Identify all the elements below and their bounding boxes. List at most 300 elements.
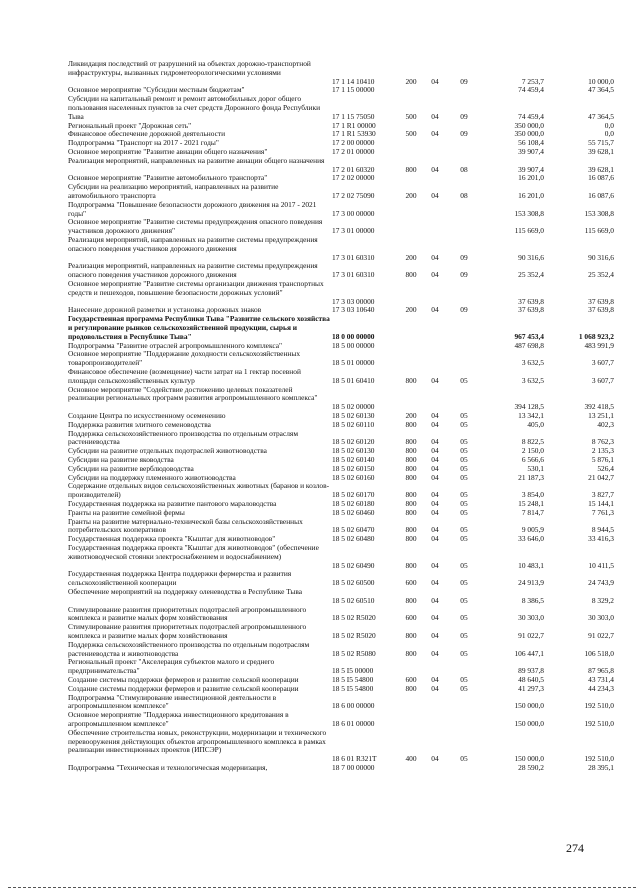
row-grbs: 800 [405,630,417,640]
row-sum-2023: 3 607,7 [591,358,614,368]
row-name: Региональный проект "Акселерация субъектов малого и среднего предпринимательства" [68,657,275,676]
row-name: Основное мероприятие "Поддержание доходности сельскохозяйственных товаропроизводителей" [68,349,301,368]
row-code: 17 3 03 00000 [332,296,375,306]
row-code: 18 5 I5 54800 [332,675,374,684]
row-subsection: 09 [460,252,468,262]
row-name: Реализация мероприятий, направленных на развитие авиации общего назначения [68,155,325,165]
table-row [0,430,640,448]
table-row [0,482,640,500]
row-sum-2022: 41 297,3 [518,683,544,693]
row-subsection: 09 [460,305,468,315]
row-section: 04 [431,490,439,500]
table-row [0,711,640,729]
row-grbs: 800 [405,595,417,605]
row-code: 18 5 02 60500 [332,578,375,588]
row-grbs: 400 [405,754,417,764]
row-sum-2023: 21 042,7 [588,472,614,482]
row-grbs: 500 [405,111,417,121]
row-name: Государственная программа Республики Тыва "Развитие сельского хозяйства и регулирование рынков сельскохозяйственной продукции, сырья и продовольствия в Республике Тыва" [68,314,330,341]
row-name: Ликвидация последствий от разрушений на объектах дорожно-транспортной инфраструктуры, вызванных гидрометеорологическими условиями [68,59,311,77]
row-subsection: 05 [460,525,468,535]
table-row [0,95,640,121]
row-sum-2022: 150 000,0 [514,754,544,764]
row-subsection: 05 [460,683,468,693]
row-name: Содержание отдельных видов сельскохозяйственных животных (баранов и козлов-производителей) [68,481,330,500]
row-sum-2022: 21 187,3 [518,472,544,482]
row-subsection: 05 [460,675,468,684]
row-code: 18 5 02 60480 [332,534,375,544]
row-code: 18 5 02 60470 [332,525,375,535]
row-section: 04 [431,683,439,693]
row-grbs: 800 [405,648,417,658]
row-name: Подпрограмма "Техническая и технологическая модернизация, [68,763,268,772]
row-name: Субсидии на поддержку племенного животноводства [68,472,236,482]
row-sum-2022: 39 907,4 [518,164,544,174]
row-sum-2023: 30 303,0 [588,613,614,623]
row-section: 04 [431,463,439,473]
row-sum-2022: 405,0 [527,419,544,429]
row-grbs: 500 [405,129,417,139]
row-section: 04 [431,613,439,623]
table-row [0,623,640,641]
row-code: 18 5 00 00000 [332,340,375,350]
table-row [0,641,640,659]
row-name: Гранты на развитие семейной фермы [68,507,185,517]
row-code: 17 1 15 75050 [332,111,375,121]
row-subsection: 05 [460,499,468,508]
row-code: 18 5 02 00000 [332,402,375,412]
table-row [0,729,640,764]
row-code: 18 5 02 60490 [332,560,375,570]
row-sum-2023: 91 022,7 [588,630,614,640]
row-name: Основное мероприятие "Развитие системы предупреждения опасного поведения участников дорожного движения" [68,217,323,236]
page-number: 274 [566,841,584,855]
row-subsection: 05 [460,437,468,447]
row-section: 04 [431,472,439,482]
row-section: 04 [431,305,439,315]
row-name: Субсидии на развитие верблюдоводства [68,463,194,473]
row-name: Государственная поддержка проекта "Кыштаг для животноводов" (обеспечение животноводческой стоянки электроснабжением и водоснабжением) [68,543,319,561]
row-name: Реализация мероприятий, направленных на развитие системы предупреждения опасного поведения участников дорожного движения [68,235,318,253]
row-grbs: 800 [405,164,417,174]
row-sum-2022: 48 640,5 [518,675,544,684]
row-name: Подпрограмма "Повышение безопасности дорожного движения на 2017 - 2021 годы" [68,199,317,218]
row-code: 18 5 I5 00000 [332,666,374,676]
row-grbs: 200 [405,411,417,420]
row-sum-2023: 44 234,3 [588,683,614,693]
row-sum-2023: 1 068 923,2 [578,331,614,341]
row-code: 18 5 02 60170 [332,490,375,500]
row-grbs: 800 [405,270,417,280]
row-sum-2022: 15 248,1 [518,499,544,508]
row-name: Основное мероприятие "Поддержка инвестиционного кредитования в агропромышленном комплексе" [68,710,289,728]
row-sum-2022: 33 646,0 [518,534,544,544]
row-sum-2022: 24 913,9 [518,578,544,588]
row-grbs: 800 [405,560,417,570]
row-grbs: 800 [405,534,417,544]
row-code: 18 5 02 60130 [332,411,375,420]
row-section: 04 [431,270,439,280]
row-name: Поддержка сельскохозяйственного производства по отдельным подотраслям растениеводства и животноводства [68,639,310,658]
row-section: 04 [431,499,439,508]
row-grbs: 200 [405,190,417,200]
row-sum-2022: 25 352,4 [518,270,544,280]
row-sum-2023: 8 762,3 [591,437,614,447]
row-subsection: 05 [460,411,468,420]
row-sum-2023: 90 316,6 [588,252,614,262]
row-section: 04 [431,411,439,420]
row-name: Создание системы поддержки фермеров и развитие сельской кооперации [68,683,299,693]
row-code: 17 1 R1 00000 [332,120,376,130]
row-subsection: 05 [460,472,468,482]
row-code: 18 5 02 60180 [332,499,375,508]
row-code: 18 7 00 00000 [332,763,375,772]
row-subsection: 05 [460,648,468,658]
row-sum-2023: 3 607,7 [591,375,614,385]
row-section: 04 [431,76,439,86]
row-name: Государственная поддержка проекта "Кыштаг для животноводов" [68,534,276,544]
row-grbs: 800 [405,446,417,456]
row-subsection: 05 [460,560,468,570]
row-sum-2023: 0,0 [604,120,614,130]
row-grbs: 800 [405,463,417,473]
row-name: Подпрограмма "Транспорт на 2017 - 2021 годы" [68,138,219,148]
row-code: 18 5 02 R5020 [332,630,376,640]
row-section: 04 [431,129,439,139]
row-sum-2022: 9 005,9 [521,525,544,535]
row-code: 17 3 01 60310 [332,252,375,262]
table-row [0,262,640,280]
row-name: Обеспечение строительства новых, реконструкции, модернизации и технического перевооружения действующих объектов агропромышленного комплекса в рамках реализации инвестиционных проектов (ИПСЭР) [68,727,327,755]
row-sum-2023: 47 364,5 [588,111,614,121]
row-name: Финансовое обеспечение (возмещение) части затрат на 1 гектар посевной площади сельскохозяйственных культур [68,367,301,385]
row-sum-2022: 56 108,4 [518,138,544,148]
table-row [0,60,640,86]
row-code: 17 2 01 00000 [332,147,375,156]
row-code: 18 5 02 60110 [332,419,375,429]
row-code: 17 1 14 10410 [332,76,375,86]
row-code: 18 5 01 00000 [332,358,375,368]
row-sum-2022: 90 316,6 [518,252,544,262]
row-grbs: 800 [405,507,417,517]
row-grbs: 800 [405,375,417,385]
row-sum-2023: 8 944,5 [591,525,614,535]
row-code: 18 5 02 60150 [332,463,375,473]
row-subsection: 05 [460,463,468,473]
row-name: Региональный проект "Дорожная сеть" [68,120,192,130]
row-subsection: 09 [460,111,468,121]
table-row [0,315,640,341]
table-row [0,386,640,412]
row-sum-2022: 13 342,1 [518,411,544,420]
row-sum-2023: 3 827,7 [591,490,614,500]
row-section: 04 [431,164,439,174]
row-sum-2022: 487 698,8 [514,340,544,350]
row-subsection: 05 [460,754,468,764]
row-sum-2022: 7 814,7 [521,507,544,517]
row-sum-2023: 43 731,4 [588,675,614,684]
row-subsection: 05 [460,578,468,588]
row-code: 17 3 00 00000 [332,208,375,218]
row-sum-2023: 192 510,0 [584,754,614,764]
row-code: 18 5 02 60130 [332,446,375,456]
row-section: 04 [431,525,439,535]
row-sum-2022: 7 253,7 [521,76,544,86]
row-sum-2022: 3 632,5 [521,358,544,368]
row-sum-2022: 6 566,6 [521,455,544,464]
row-sum-2022: 8 386,5 [521,595,544,605]
row-name: Финансовое обеспечение дорожной деятельности [68,129,226,139]
row-subsection: 05 [460,534,468,544]
row-sum-2023: 25 352,4 [588,270,614,280]
row-name: Поддержка сельскохозяйственного производства по отдельным отраслям растениеводства [68,428,299,447]
row-subsection: 05 [460,630,468,640]
row-name: Создание системы поддержки фермеров и развитие сельской кооперации [68,675,299,684]
table-row [0,518,640,536]
table-row [0,694,640,712]
row-grbs: 600 [405,578,417,588]
row-sum-2022: 394 128,5 [514,402,544,412]
row-sum-2022: 967 453,4 [514,331,544,341]
table-row [0,350,640,368]
row-grbs: 800 [405,499,417,508]
row-subsection: 08 [460,190,468,200]
row-grbs: 800 [405,525,417,535]
row-sum-2023: 483 991,9 [584,340,614,350]
row-grbs: 600 [405,613,417,623]
row-sum-2022: 89 937,8 [518,666,544,676]
row-name: Субсидии на развитие яководства [68,455,174,464]
row-sum-2022: 16 201,0 [518,173,544,183]
row-name: Субсидии на развитие отдельных подотраслей животноводства [68,446,267,456]
row-code: 18 0 00 00000 [332,331,375,341]
row-name: Основное мероприятие "Содействие достижению целевых показателей реализации региональных программ развития агропромышленного комплекса" [68,384,318,403]
row-section: 04 [431,648,439,658]
table-row [0,218,640,236]
row-sum-2023: 39 628,1 [588,164,614,174]
row-sum-2022: 37 639,8 [518,305,544,315]
row-name: Гранты на развитие материально-технической базы сельскохозяйственных потребительских кооперативов [68,516,303,535]
row-sum-2023: 526,4 [597,463,614,473]
table-row [0,764,640,773]
row-sum-2023: 28 395,1 [588,763,614,772]
row-section: 04 [431,111,439,121]
row-sum-2022: 153 308,8 [514,208,544,218]
table-row [0,368,640,386]
row-sum-2023: 13 251,1 [588,411,614,420]
row-name: Нанесение дорожной разметки и установка дорожных знаков [68,305,262,315]
table-row [0,606,640,624]
row-grbs: 800 [405,419,417,429]
row-code: 18 5 02 60460 [332,507,375,517]
row-subsection: 05 [460,455,468,464]
row-grbs: 200 [405,252,417,262]
row-sum-2023: 47 364,5 [588,85,614,95]
row-code: 18 5 02 60510 [332,595,375,605]
row-code: 18 5 I5 54800 [332,683,374,693]
row-section: 04 [431,534,439,544]
row-sum-2022: 3 632,5 [521,375,544,385]
row-sum-2022: 28 590,2 [518,763,544,772]
row-sum-2023: 5 876,1 [591,455,614,464]
row-sum-2022: 8 822,5 [521,437,544,447]
table-row [0,544,640,570]
row-grbs: 800 [405,490,417,500]
row-code: 17 3 01 60310 [332,270,375,280]
table-row [0,280,640,306]
row-name: Поддержка развития элитного семеноводства [68,419,211,429]
row-subsection: 05 [460,375,468,385]
row-code: 17 3 03 10640 [332,305,375,315]
row-sum-2023: 10 411,5 [588,560,614,570]
row-code: 18 5 02 60140 [332,455,375,464]
row-grbs: 200 [405,305,417,315]
row-sum-2023: 392 418,5 [584,402,614,412]
row-subsection: 09 [460,270,468,280]
row-name: Обеспечение мероприятий на поддержку оленеводства в Республике Тыва [68,587,303,596]
row-code: 18 5 01 60410 [332,375,375,385]
row-code: 18 6 01 R321T [332,754,377,764]
row-sum-2023: 106 518,0 [584,648,614,658]
row-sum-2022: 150 000,0 [514,701,544,711]
row-name: Подпрограмма "Развитие отраслей агропромышленного комплекса" [68,340,283,350]
row-sum-2023: 16 087,6 [588,173,614,183]
row-sum-2023: 87 965,8 [588,666,614,676]
row-sum-2022: 39 907,4 [518,147,544,156]
table-row [0,201,640,219]
row-name: Государственная поддержка Центра поддержки фермерства и развития сельскохозяйственной кооперации [68,569,292,588]
row-subsection: 05 [460,419,468,429]
row-grbs: 800 [405,683,417,693]
row-grbs: 800 [405,455,417,464]
table-row [0,157,640,175]
row-sum-2022: 106 447,1 [514,648,544,658]
row-sum-2023: 24 743,9 [588,578,614,588]
row-name: Стимулирование развития приоритетных подотраслей агропромышленного комплекса и развитие малых форм хозяйствования [68,604,307,623]
row-section: 04 [431,630,439,640]
row-code: 17 1 R1 53930 [332,129,376,139]
row-sum-2023: 115 669,0 [584,226,614,236]
row-sum-2022: 16 201,0 [518,190,544,200]
row-grbs: 200 [405,76,417,86]
table-row [0,588,640,606]
row-code: 18 5 02 R5080 [332,648,376,658]
row-subsection: 05 [460,507,468,517]
row-code: 18 5 02 60120 [332,437,375,447]
row-code: 17 2 01 60320 [332,164,375,174]
row-grbs: 800 [405,472,417,482]
row-sum-2023: 15 144,1 [588,499,614,508]
row-code: 18 6 01 00000 [332,718,375,728]
footer-divider [8,887,636,888]
row-section: 04 [431,675,439,684]
row-sum-2023: 153 308,8 [584,208,614,218]
row-sum-2023: 37 639,8 [588,296,614,306]
row-sum-2022: 10 483,1 [518,560,544,570]
row-section: 04 [431,375,439,385]
row-section: 04 [431,560,439,570]
row-code: 17 2 02 75090 [332,190,375,200]
row-sum-2022: 115 669,0 [514,226,544,236]
row-section: 04 [431,455,439,464]
row-sum-2022: 530,1 [527,463,544,473]
row-name: Основное мероприятие "Субсидии местным бюджетам" [68,85,245,95]
row-name: Основное мероприятие "Развитие автомобильного транспорта" [68,173,268,183]
row-sum-2022: 91 022,7 [518,630,544,640]
row-grbs: 800 [405,437,417,447]
row-sum-2022: 2 150,0 [521,446,544,456]
table-row [0,236,640,262]
row-code: 17 2 00 00000 [332,138,375,148]
row-sum-2022: 350 000,0 [514,120,544,130]
row-sum-2023: 192 510,0 [584,701,614,711]
row-sum-2023: 0,0 [604,129,614,139]
row-code: 17 3 01 00000 [332,226,375,236]
row-section: 04 [431,578,439,588]
row-code: 18 5 02 60160 [332,472,375,482]
row-section: 04 [431,252,439,262]
row-sum-2023: 55 715,7 [588,138,614,148]
row-section: 04 [431,190,439,200]
row-code: 18 6 00 00000 [332,701,375,711]
row-name: Стимулирование развития приоритетных подотраслей агропромышленного комплекса и развитие малых форм хозяйствования [68,622,307,640]
row-subsection: 05 [460,595,468,605]
row-sum-2022: 3 854,0 [521,490,544,500]
row-name: Государственная поддержка на развитие пантового мараловодства [68,499,277,508]
row-code: 17 2 02 00000 [332,173,375,183]
row-sum-2023: 16 087,6 [588,190,614,200]
row-subsection: 05 [460,613,468,623]
row-grbs: 600 [405,675,417,684]
row-subsection: 05 [460,490,468,500]
row-section: 04 [431,595,439,605]
row-sum-2023: 402,3 [597,419,614,429]
row-sum-2023: 7 761,3 [591,507,614,517]
row-sum-2023: 8 329,2 [591,595,614,605]
row-sum-2022: 150 000,0 [514,718,544,728]
row-subsection: 09 [460,129,468,139]
row-subsection: 09 [460,76,468,86]
table-row [0,570,640,588]
row-sum-2023: 39 628,1 [588,147,614,156]
row-subsection: 05 [460,446,468,456]
row-sum-2022: 74 459,4 [518,85,544,95]
row-sum-2022: 37 639,8 [518,296,544,306]
row-name: Реализация мероприятий, направленных на развитие системы предупреждения опасного поведения участников дорожного движения [68,261,318,280]
table-row [0,658,640,676]
row-sum-2023: 33 416,3 [588,534,614,544]
row-sum-2022: 350 000,0 [514,129,544,139]
row-subsection: 08 [460,164,468,174]
row-name: Основное мероприятие "Развитие системы организации движения транспортных средств и пешеходов, повышение безопасности дорожных условий" [68,279,324,297]
row-sum-2023: 192 510,0 [584,718,614,728]
row-sum-2022: 30 303,0 [518,613,544,623]
row-sum-2022: 74 459,4 [518,111,544,121]
row-sum-2023: 2 135,3 [591,446,614,456]
row-name: Субсидии на капитальный ремонт и ремонт автомобильных дорог общего пользования населенных пунктов за счет средств Дорожного фонда Республики Тыва [68,94,321,121]
row-code: 18 5 02 R5020 [332,613,376,623]
row-section: 04 [431,446,439,456]
row-sum-2023: 37 639,8 [588,305,614,315]
row-sum-2023: 10 000,0 [588,76,614,86]
row-code: 17 1 15 00000 [332,85,375,95]
row-name: Основное мероприятие "Развитие авиации общего назначения" [68,147,268,156]
row-name: Создание Центра по искусственному осеменению [68,411,226,420]
row-section: 04 [431,437,439,447]
table-row [0,183,640,201]
row-name: Подпрограмма "Стимулирование инвестиционной деятельности в агропромышленном комплексе" [68,692,277,711]
row-section: 04 [431,507,439,517]
